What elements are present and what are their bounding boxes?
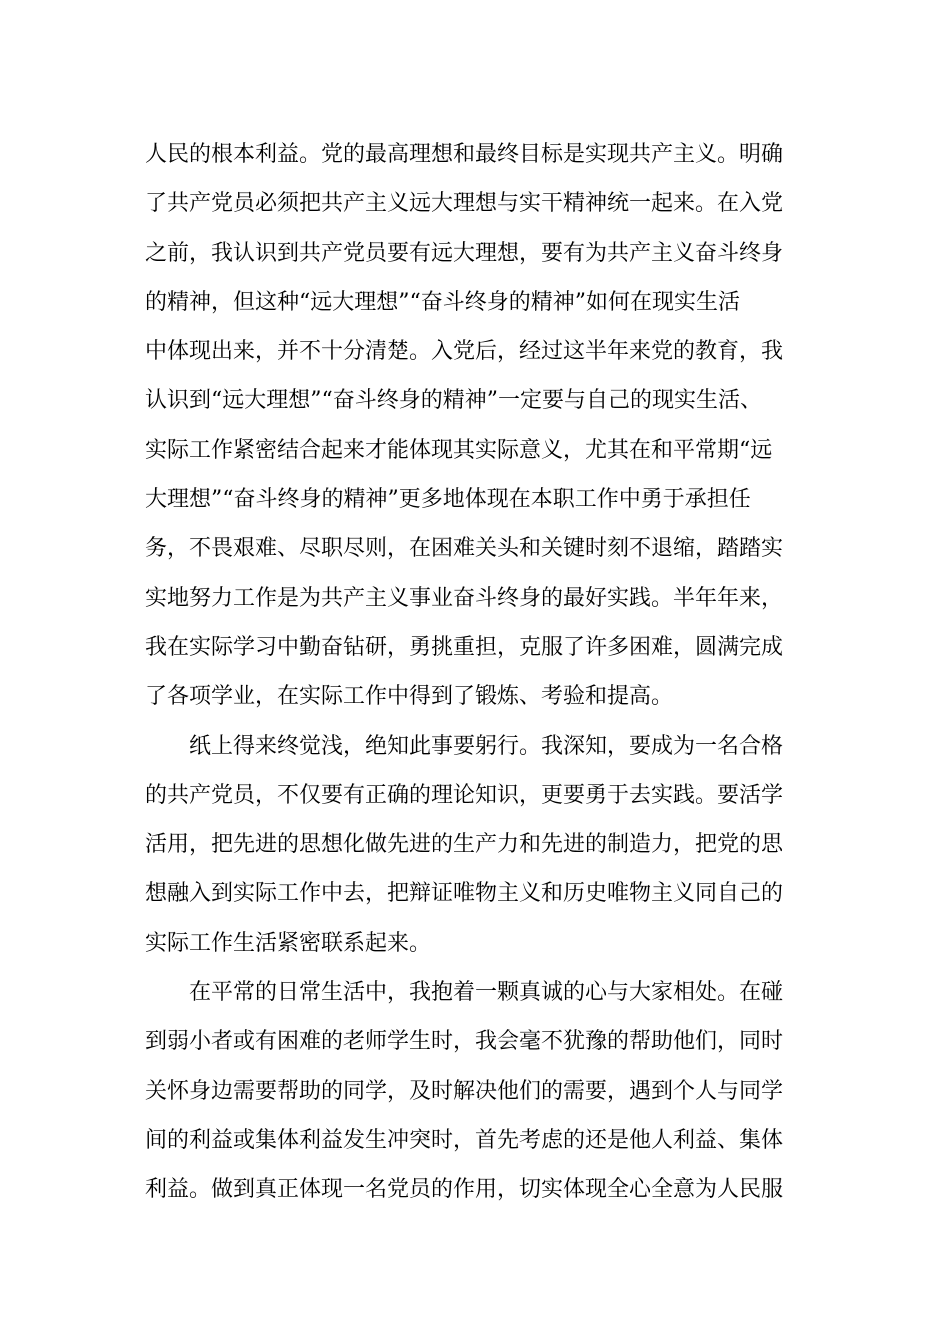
text-line: 的精神，但这种“远大理想”“奋斗终身的精神”如何在现实生活 [145, 289, 740, 315]
text-line: 关怀身边需要帮助的同学，及时解决他们的需要，遇到个人与同学 [145, 1078, 784, 1104]
text-line: 之前，我认识到共产党员要有远大理想，要有为共产主义奋斗终身 [145, 240, 784, 266]
text-line: 在平常的日常生活中，我抱着一颗真诚的心与大家相处。在碰 [145, 980, 784, 1006]
text-line: 想融入到实际工作中去，把辩证唯物主义和历史唯物主义同自己的 [145, 881, 784, 907]
text-line: 认识到“远大理想”“奋斗终身的精神”一定要与自己的现实生活、 [145, 388, 762, 414]
text-line: 我在实际学习中勤奋钻研，勇挑重担，克服了许多困难，圆满完成 [145, 634, 784, 660]
text-line: 到弱小者或有困难的老师学生时，我会毫不犹豫的帮助他们，同时 [145, 1029, 784, 1055]
text-line: 中体现出来，并不十分清楚。入党后，经过这半年来党的教育，我 [145, 339, 784, 365]
text-line: 间的利益或集体利益发生冲突时，首先考虑的还是他人利益、集体 [145, 1127, 784, 1153]
text-line: 活用，把先进的思想化做先进的生产力和先进的制造力，把党的思 [145, 832, 784, 858]
text-line: 大理想”“奋斗终身的精神”更多地体现在本职工作中勇于承担任 [145, 487, 751, 513]
text-line: 实际工作紧密结合起来才能体现其实际意义，尤其在和平常期“远 [145, 437, 773, 463]
text-line: 实地努力工作是为共产主义事业奋斗终身的最好实践。半年年来， [145, 585, 784, 611]
text-line: 实际工作生活紧密联系起来。 [145, 930, 432, 956]
document-body [145, 130, 815, 1215]
text-line: 了共产党员必须把共产主义远大理想与实干精神统一起来。在入党 [145, 191, 784, 217]
text-line: 纸上得来终觉浅，绝知此事要躬行。我深知，要成为一名合格 [145, 733, 784, 759]
text-line: 人民的根本利益。党的最高理想和最终目标是实现共产主义。明确 [145, 142, 784, 167]
text-line: 了各项学业，在实际工作中得到了锻炼、考验和提高。 [145, 684, 674, 710]
text-line: 务，不畏艰难、尽职尽则，在困难关头和关键时刻不退缩，踏踏实 [145, 536, 784, 562]
text-line: 的共产党员，不仅要有正确的理论知识，更要勇于去实践。要活学 [145, 782, 784, 808]
text-line: 利益。做到真正体现一名党员的作用，切实体现全心全意为人民服 [145, 1177, 784, 1203]
